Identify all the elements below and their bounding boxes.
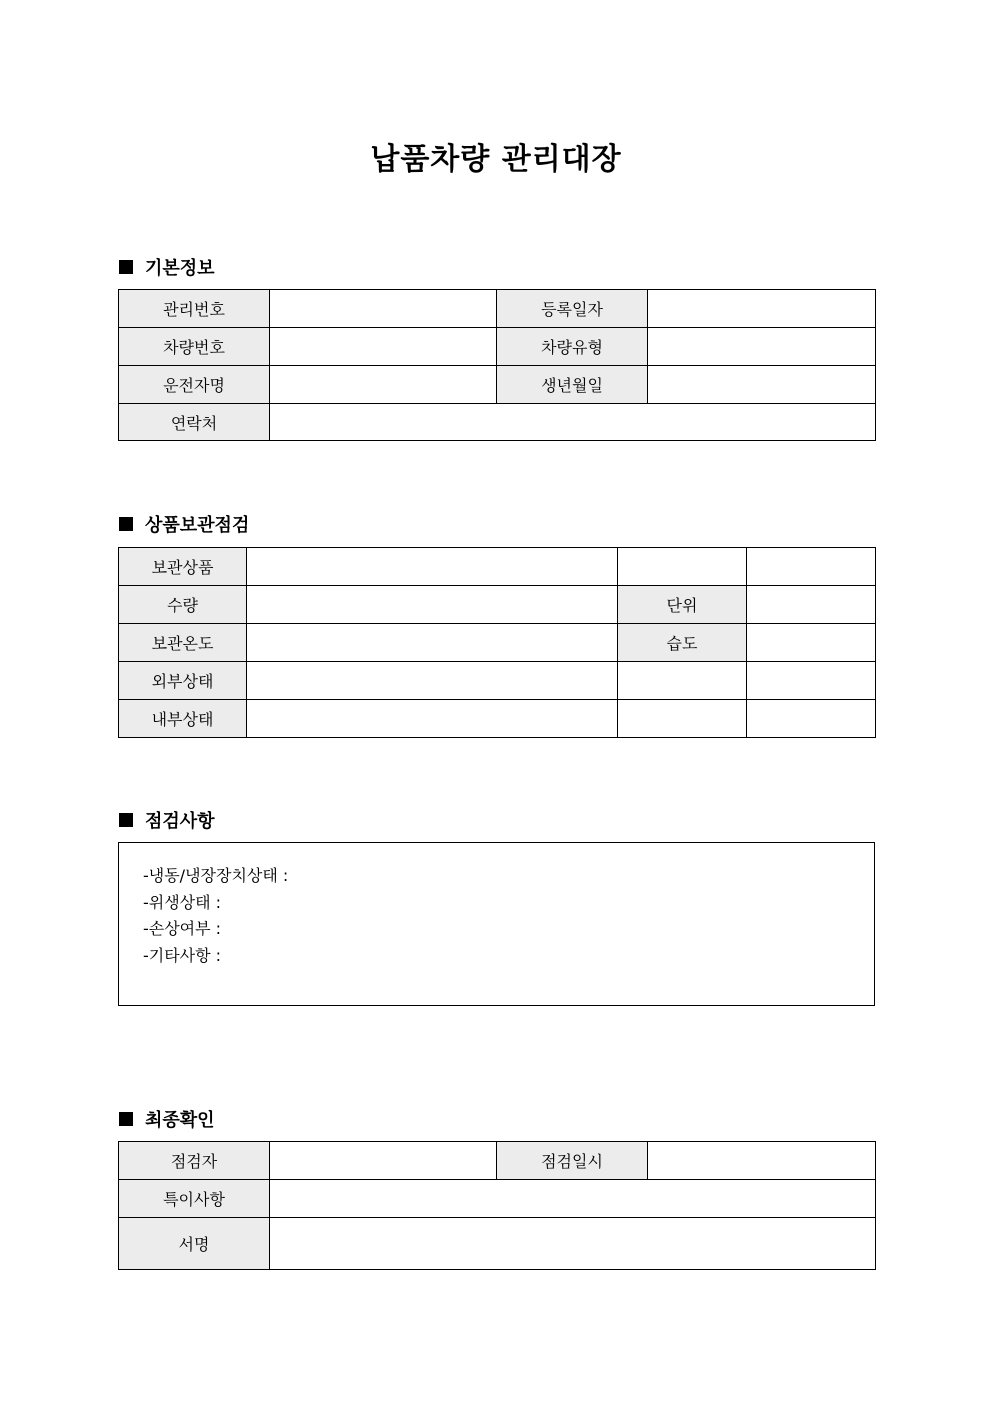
signature-field[interactable] bbox=[270, 1218, 876, 1270]
exterior-field[interactable] bbox=[247, 662, 618, 700]
unit-label: 단위 bbox=[618, 586, 747, 624]
reg-date-label: 등록일자 bbox=[497, 290, 648, 328]
driver-name-field[interactable] bbox=[270, 366, 497, 404]
humidity-field[interactable] bbox=[747, 624, 876, 662]
quantity-field[interactable] bbox=[247, 586, 618, 624]
exterior-extra-field[interactable] bbox=[747, 662, 876, 700]
checklist-item: -냉동/냉장장치상태 : bbox=[143, 866, 289, 885]
remarks-label: 특이사항 bbox=[119, 1180, 270, 1218]
product-extra-cell[interactable] bbox=[618, 548, 747, 586]
section-checklist-label: 점검사항 bbox=[145, 811, 215, 832]
section-checklist-heading bbox=[119, 807, 215, 833]
section-basic-heading bbox=[119, 254, 215, 280]
section-final-heading bbox=[119, 1106, 215, 1132]
checklist-item: -손상여부 : bbox=[143, 919, 222, 938]
contact-field[interactable] bbox=[270, 404, 876, 441]
section-storage-label: 상품보관점검 bbox=[145, 515, 250, 536]
mgmt-no-label: 관리번호 bbox=[119, 290, 270, 328]
final-check-table bbox=[118, 1141, 876, 1270]
product-extra-field[interactable] bbox=[747, 548, 876, 586]
storage-check-table bbox=[118, 547, 876, 738]
checklist-lines bbox=[143, 863, 288, 969]
temperature-field[interactable] bbox=[247, 624, 618, 662]
vehicle-type-field[interactable] bbox=[648, 328, 876, 366]
signature-label: 서명 bbox=[119, 1218, 270, 1270]
square-bullet-icon bbox=[119, 813, 133, 827]
mgmt-no-field[interactable] bbox=[270, 290, 497, 328]
vehicle-no-label: 차량번호 bbox=[119, 328, 270, 366]
interior-extra-cell[interactable] bbox=[618, 700, 747, 738]
vehicle-no-field[interactable] bbox=[270, 328, 497, 366]
product-field[interactable] bbox=[247, 548, 618, 586]
square-bullet-icon bbox=[119, 517, 133, 531]
inspect-date-label: 점검일시 bbox=[497, 1142, 648, 1180]
driver-name-label: 운전자명 bbox=[119, 366, 270, 404]
square-bullet-icon bbox=[119, 260, 133, 274]
exterior-extra-cell[interactable] bbox=[618, 662, 747, 700]
document-title: 납품차량 관리대장 bbox=[370, 142, 622, 177]
contact-label: 연락처 bbox=[119, 404, 270, 441]
section-basic-label: 기본정보 bbox=[145, 258, 215, 279]
birth-date-field[interactable] bbox=[648, 366, 876, 404]
interior-label: 내부상태 bbox=[119, 700, 247, 738]
inspect-date-field[interactable] bbox=[648, 1142, 876, 1180]
quantity-label: 수량 bbox=[119, 586, 247, 624]
section-storage-heading bbox=[119, 511, 249, 537]
section-final-label: 최종확인 bbox=[145, 1110, 215, 1131]
basic-info-table bbox=[118, 289, 876, 441]
checklist-item: -위생상태 : bbox=[143, 892, 222, 912]
inspector-label: 점검자 bbox=[119, 1142, 270, 1180]
remarks-field[interactable] bbox=[270, 1180, 876, 1218]
product-label: 보관상품 bbox=[119, 548, 247, 586]
inspector-field[interactable] bbox=[270, 1142, 497, 1180]
reg-date-field[interactable] bbox=[648, 290, 876, 328]
interior-field[interactable] bbox=[247, 700, 618, 738]
temperature-label: 보관온도 bbox=[119, 624, 247, 662]
square-bullet-icon bbox=[119, 1112, 133, 1126]
birth-date-label: 생년월일 bbox=[497, 366, 648, 404]
checklist-box[interactable] bbox=[118, 842, 875, 1006]
exterior-label: 외부상태 bbox=[119, 662, 247, 700]
vehicle-type-label: 차량유형 bbox=[497, 328, 648, 366]
humidity-label: 습도 bbox=[618, 624, 747, 662]
interior-extra-field[interactable] bbox=[747, 700, 876, 738]
unit-field[interactable] bbox=[747, 586, 876, 624]
checklist-item: -기타사항 : bbox=[143, 945, 222, 965]
